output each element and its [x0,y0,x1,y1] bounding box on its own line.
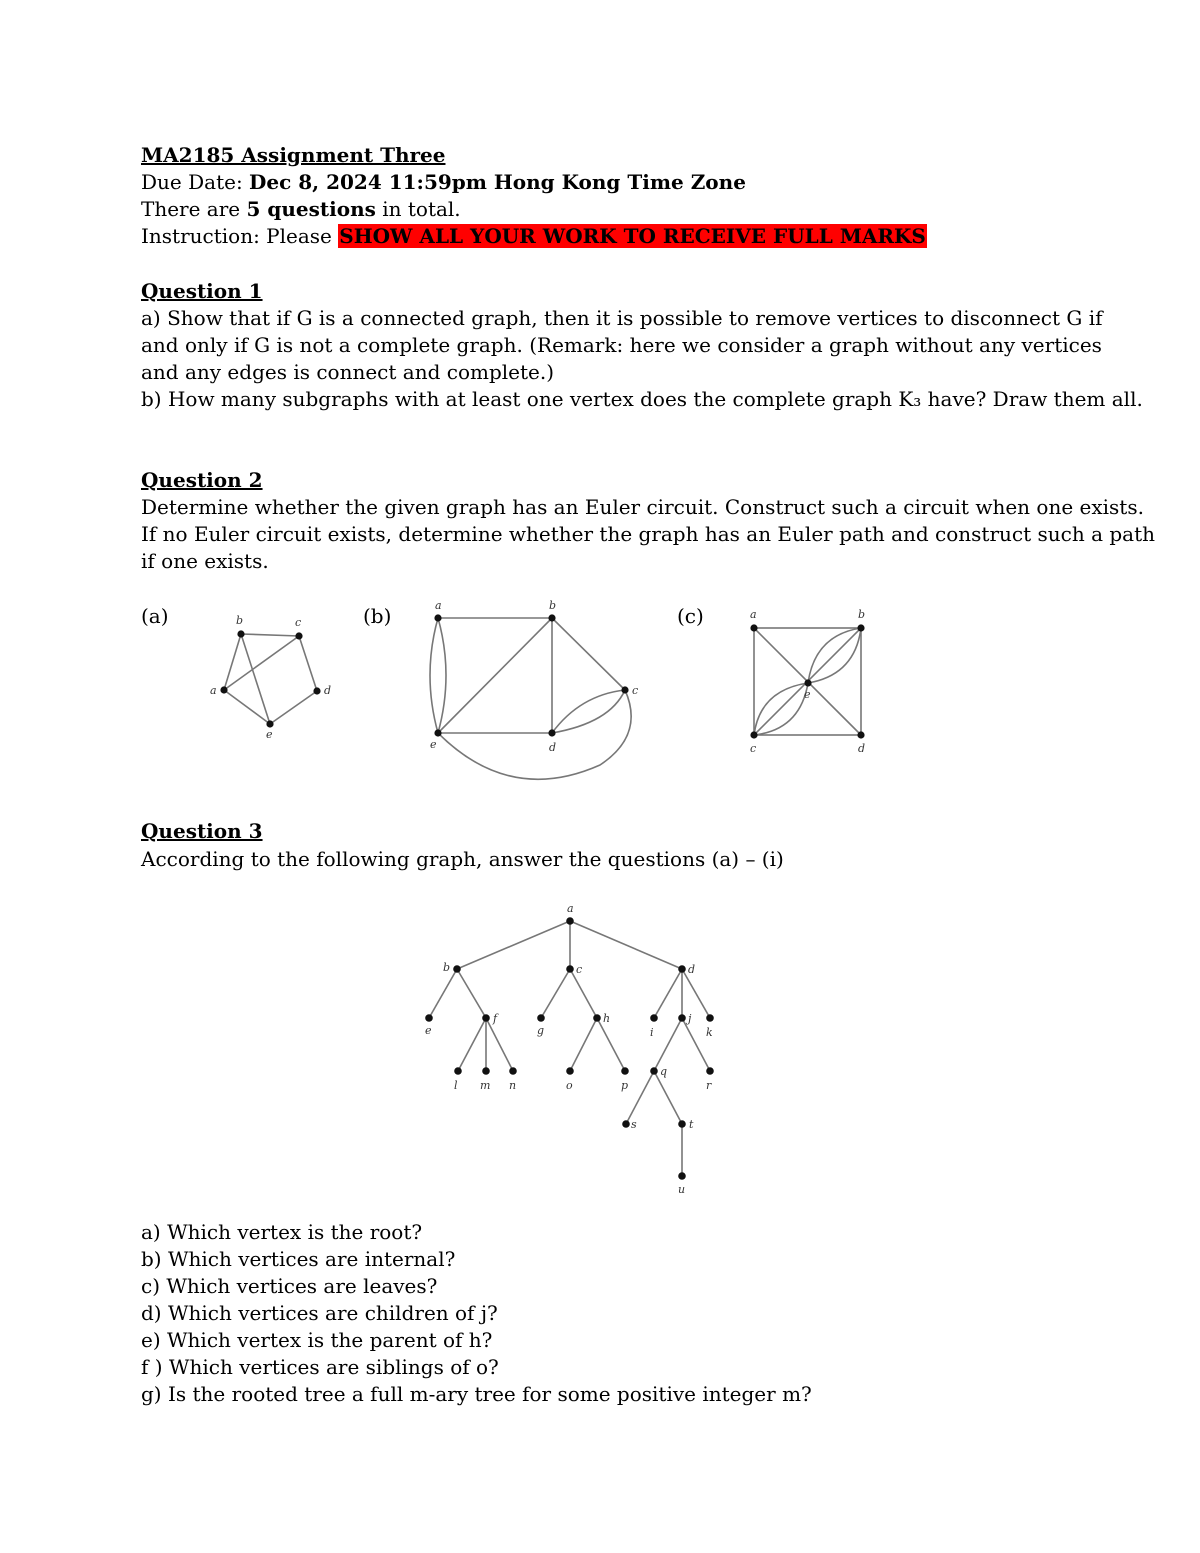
question-2-line: If no Euler circuit exists, determine whether the graph has an Euler path and construct such a path [141,522,1156,546]
graph-b-vertex-label: b [549,599,557,612]
graph-b-vertex-label: c [632,684,639,697]
question-1-line: a) Show that if G is a connected graph, then it is possible to remove vertices to disconnect G if [141,306,1103,330]
tree-node [678,1014,686,1022]
tree-vertex-label: b [443,961,451,974]
tree-node [622,1120,630,1128]
question-3-item: d) Which vertices are children of j? [141,1301,498,1325]
question-count-value: 5 questions [246,197,376,221]
graph-b-vertex-label: e [430,738,437,751]
tree-vertex-label: f [493,1012,498,1025]
tree-node [509,1067,517,1075]
question-3-item: e) Which vertex is the parent of h? [141,1328,493,1352]
graph-c-vertex-label: c [750,742,757,755]
graph-c-vertex-label: e [804,688,811,701]
tree-vertex-label: l [454,1079,458,1092]
question-1-line: and any edges is connect and complete.) [141,360,555,384]
tree-vertex-label: s [631,1118,637,1131]
question-3-item: c) Which vertices are leaves? [141,1274,438,1298]
question-3-intro: According to the following graph, answer the questions (a) – (i) [141,847,784,871]
graph-a-vertex-label: a [210,684,217,697]
graph-a-vertex-label: e [266,728,273,741]
question-2-line: if one exists. [141,549,269,573]
tree-vertex-label: e [425,1024,432,1037]
graph-a-vertex-label: b [236,614,244,627]
graph-c-vertex-label: b [858,608,866,621]
graph-c-vertex-label: a [750,608,757,621]
question-3-item: f ) Which vertices are siblings of o? [141,1355,499,1379]
due-date-value: Dec 8, 2024 11:59pm Hong Kong Time Zone [249,170,746,194]
tree-node [650,1014,658,1022]
instruction-prefix: Instruction: Please [141,224,339,248]
tree-vertex-label: i [650,1026,654,1039]
graph-a-vertex-label: d [324,684,332,697]
tree-edges [429,921,710,1176]
tree-vertex-label: d [688,963,696,976]
tree-node [706,1014,714,1022]
tree-vertex-label: a [567,902,574,915]
question-1-line: and only if G is not a complete graph. (Remark: here we consider a graph without any vertices [141,333,1102,357]
question-2-heading: Question 2 [141,468,263,492]
graph-a-vertex-label: c [295,616,302,629]
instruction-highlight: SHOW ALL YOUR WORK TO RECEIVE FULL MARKS [339,224,926,248]
tree-node [453,965,461,973]
tree-node [650,1067,658,1075]
tree-vertex-label: r [706,1079,712,1092]
tree-node [482,1067,490,1075]
tree-node [566,917,574,925]
question-count-prefix: There are [141,197,247,221]
tree-vertex-label: k [706,1026,713,1039]
tree-node [425,1014,433,1022]
tree-vertex-label: n [509,1079,517,1092]
tree-node [566,1067,574,1075]
due-date-prefix: Due Date: [141,170,250,194]
graph-b-vertex-label: d [549,741,557,754]
tree-node [454,1067,462,1075]
question-3-heading: Question 3 [141,819,263,843]
question-2-line: Determine whether the given graph has an Euler circuit. Construct such a circuit when one exists. [141,495,1144,519]
tree-node [593,1014,601,1022]
tree-vertex-label: q [660,1065,668,1078]
tree-vertex-label: c [576,963,583,976]
tree-node [621,1067,629,1075]
document-title: MA2185 Assignment Three [141,143,446,167]
question-1-line: b) How many subgraphs with at least one vertex does the complete graph K₃ have? Draw them all. [141,387,1143,411]
tree-node [482,1014,490,1022]
tree-vertex-label: t [689,1118,694,1131]
tree-node [566,965,574,973]
graph-a-label: (a) [141,604,169,628]
tree-labels [425,902,713,1196]
tree-node [678,1172,686,1180]
question-3-item: g) Is the rooted tree a full m-ary tree for some positive integer m? [141,1382,812,1406]
tree-vertex-label: m [480,1079,491,1092]
tree-vertex-label: g [537,1024,545,1037]
tree-vertex-label: o [566,1079,573,1092]
question-1-heading: Question 1 [141,279,263,303]
graph-c-label: (c) [677,604,704,628]
tree-node [678,965,686,973]
tree-vertex-label: h [603,1012,611,1025]
tree-node [678,1120,686,1128]
graph-b-vertex-label: a [435,599,442,612]
graph-c-vertex-label: d [858,742,866,755]
question-3-item: b) Which vertices are internal? [141,1247,456,1271]
tree-node [706,1067,714,1075]
tree-node [537,1014,545,1022]
tree-vertex-label: u [678,1183,686,1196]
question-count-suffix: in total. [375,197,461,221]
graph-b-label: (b) [363,604,392,628]
tree-vertex-label: p [621,1079,629,1092]
question-3-item: a) Which vertex is the root? [141,1220,423,1244]
tree-vertex-label: j [688,1012,692,1025]
